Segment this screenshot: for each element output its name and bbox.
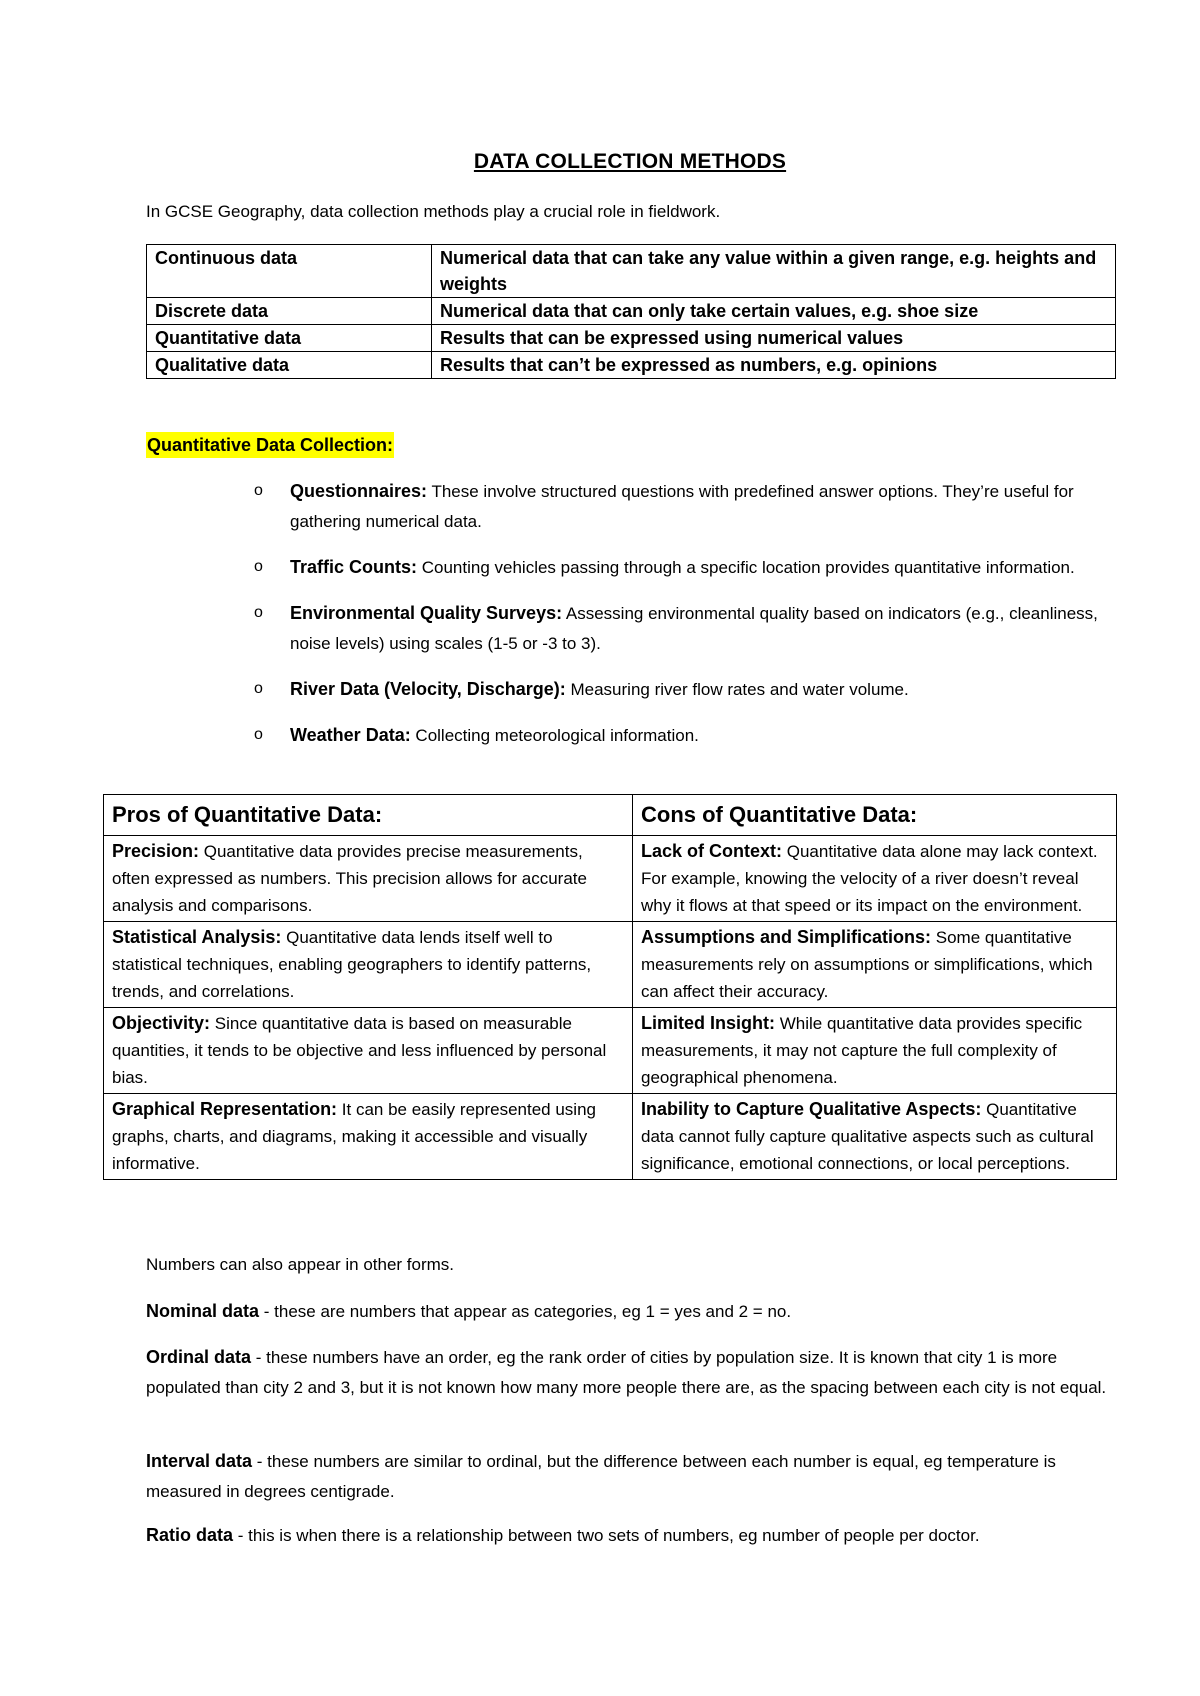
data-type-text: - this is when there is a relationship between two sets of numbers, eg number of people per doctor. [233,1526,980,1545]
table-header-row [104,795,1117,836]
con-text: While quantitative data provides specific measurements, it may not capture the full complexity of geographical phenomena. [641,1014,1083,1087]
pros-heading: Pros of Quantitative Data: [104,795,633,836]
con-text: Quantitative data cannot fully capture qualitative aspects such as cultural significance, emotional connections, or local perceptions. [641,1100,1094,1173]
cons-heading: Cons of Quantitative Data: [633,795,1117,836]
definition-text: Numerical data that can take any value within a given range, e.g. heights and weights [432,245,1116,298]
pro-cell [104,1094,633,1180]
con-title: Limited Insight: [641,1013,775,1033]
definition-term: Qualitative data [147,352,432,379]
method-name: Weather Data: [290,725,411,745]
data-type-text: - these are numbers that appear as categories, eg 1 = yes and 2 = no. [259,1302,792,1321]
method-name: Traffic Counts: [290,557,418,577]
data-type-paragraph [146,1296,1116,1327]
method-name: Environmental Quality Surveys: [290,603,563,623]
pro-text: It can be easily represented using graphs, charts, and diagrams, making it accessible and visually informative. [112,1100,596,1173]
pro-title: Objectivity: [112,1013,211,1033]
list-item [254,674,1124,705]
method-name: River Data (Velocity, Discharge): [290,679,566,699]
table-row [104,1008,1117,1094]
bullet-marker: o [254,482,263,499]
table-row [104,1094,1117,1180]
data-type-term: Ordinal data [146,1347,252,1367]
definition-term: Quantitative data [147,325,432,352]
data-type-paragraph [146,1446,1116,1507]
bullet-marker: o [254,558,263,575]
method-text: Counting vehicles passing through a specific location provides quantitative information. [417,558,1075,577]
definition-term: Continuous data [147,245,432,298]
pro-cell [104,1008,633,1094]
section-heading: Quantitative Data Collection: [146,432,394,458]
pro-title: Precision: [112,841,200,861]
method-text: Collecting meteorological information. [410,726,699,745]
pro-title: Graphical Representation: [112,1099,338,1119]
table-row [104,922,1117,1008]
method-text: These involve structured questions with predefined answer options. They’re useful for gathering numerical data. [290,482,1074,531]
con-title: Lack of Context: [641,841,783,861]
data-type-term: Ratio data [146,1525,234,1545]
data-type-text: - these numbers have an order, eg the rank order of cities by population size. It is known that city 1 is more populated than city 2 and 3, but it is not known how many more people there are, as the spacing between each city is not equal. [146,1348,1107,1397]
method-text: Measuring river flow rates and water volume. [565,680,909,699]
pro-text: Since quantitative data is based on measurable quantities, it tends to be objective and less influenced by personal bias. [112,1014,607,1087]
con-cell [633,922,1117,1008]
con-text: Quantitative data alone may lack context. For example, knowing the velocity of a river doesn’t reveal why it flows at that speed or its impact on the environment. [641,842,1098,915]
method-text: Assessing environmental quality based on indicators (e.g., cleanliness, noise levels) using scales (1-5 or -3 to 3). [290,604,1098,653]
data-type-term: Interval data [146,1451,253,1471]
definition-text: Results that can be expressed using numerical values [432,325,1116,352]
definition-text: Numerical data that can only take certain values, e.g. shoe size [432,298,1116,325]
bullet-marker: o [254,604,263,621]
methods-list [254,476,1124,766]
bullet-marker: o [254,680,263,697]
list-item [254,720,1124,751]
definition-term: Discrete data [147,298,432,325]
pro-title: Statistical Analysis: [112,927,282,947]
intro-text: In GCSE Geography, data collection methods play a crucial role in fieldwork. [146,202,721,221]
table-row [147,298,1116,325]
con-title: Inability to Capture Qualitative Aspects: [641,1099,982,1119]
data-type-term: Nominal data [146,1301,260,1321]
list-item [254,598,1124,659]
data-type-text: - these numbers are similar to ordinal, but the difference between each number is equal, eg temperature is measured in degrees centigrade. [146,1452,1056,1501]
list-item [254,476,1124,537]
definition-text: Results that can’t be expressed as numbers, e.g. opinions [432,352,1116,379]
pro-text: Quantitative data lends itself well to statistical techniques, enabling geographers to identify patterns, trends, and correlations. [112,928,592,1001]
con-cell [633,1008,1117,1094]
pros-cons-table [103,794,1117,1180]
pro-cell [104,922,633,1008]
table-row [147,325,1116,352]
data-type-paragraph [146,1342,1116,1403]
bullet-marker: o [254,726,263,743]
list-item [254,552,1124,583]
table-row [104,836,1117,922]
con-title: Assumptions and Simplifications: [641,927,932,947]
pro-cell [104,836,633,922]
con-cell [633,836,1117,922]
con-cell [633,1094,1117,1180]
table-row [147,352,1116,379]
pro-text: Quantitative data provides precise measurements, often expressed as numbers. This precision allows for accurate analysis and comparisons. [112,842,587,915]
definitions-table [146,244,1116,379]
data-type-paragraph [146,1520,1116,1551]
numbers-intro: Numbers can also appear in other forms. [146,1255,455,1274]
table-row [147,245,1116,298]
method-name: Questionnaires: [290,481,428,501]
page-title: DATA COLLECTION METHODS [473,150,787,173]
con-text: Some quantitative measurements rely on assumptions or simplifications, which can affect their accuracy. [641,928,1093,1001]
